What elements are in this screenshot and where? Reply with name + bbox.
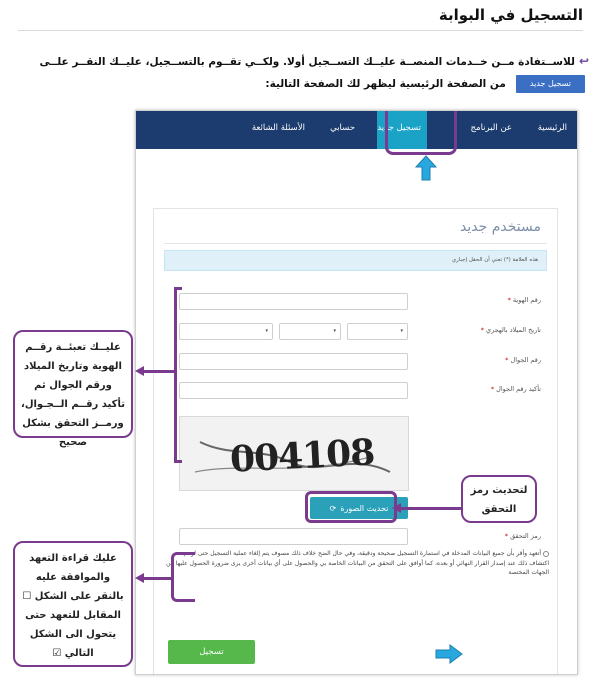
id-number-input[interactable] <box>179 293 408 310</box>
callout-1-connector <box>143 370 175 373</box>
agreement-bracket <box>171 552 195 602</box>
form-title: مستخدم جديد <box>460 219 541 235</box>
callout-refresh-code: لتحديث رمز التحقق <box>461 475 537 523</box>
nav-item-faq[interactable]: الأسئلة الشائعة <box>251 123 305 133</box>
mobile-input[interactable] <box>179 353 408 370</box>
callout-3-connector <box>143 577 171 580</box>
captcha-text: 004108 <box>228 431 376 481</box>
heading-divider <box>18 30 583 31</box>
nav-item-account[interactable]: حسابي <box>330 123 355 133</box>
nav-item-register[interactable]: تسجيل جديد <box>377 123 421 133</box>
up-arrow-icon <box>415 155 437 181</box>
refresh-label: تحديث الصورة <box>340 503 389 513</box>
birth-day-select[interactable]: ▾ <box>347 323 408 340</box>
new-user-card <box>153 208 558 675</box>
birth-year-select[interactable]: ▾ <box>179 323 273 340</box>
bracket-bottom <box>174 460 182 463</box>
bullet-arrow-icon: ↩ <box>578 54 589 68</box>
refresh-button-highlight <box>305 491 397 523</box>
intro-text-1: للاســتفادة مــن خــدمات المنصــة عليــك التســجيل أولا. ولكــي تقــوم بالتســجيل، عليــك النقــر علــى <box>39 56 575 68</box>
page-heading: التسجيل في البوابة <box>438 6 583 24</box>
callout-fill-fields: عليــك تعبئــة رقــم الهوية وتاريخ الميلاد ورقم الجوال ثم تأكيد رقــم الــجـوال، ورمــز التحقق بشكل صحيح <box>13 330 133 438</box>
submit-register-button[interactable]: تسجيل <box>168 640 255 664</box>
intro-paragraph <box>17 50 589 95</box>
bracket-line <box>174 287 177 462</box>
portal-navbar <box>136 111 577 149</box>
card-divider <box>164 243 547 244</box>
captcha-code-label: رمز التحقق * <box>504 532 541 540</box>
captcha-image <box>179 416 409 491</box>
id-number-label: رقم الهوية * <box>507 296 541 304</box>
callout-2-connector <box>400 507 461 510</box>
portal-screenshot <box>135 110 578 675</box>
mobile-label: رقم الجوال * <box>505 356 541 364</box>
birth-month-select[interactable]: ▾ <box>279 323 341 340</box>
callout-3-arrowhead <box>135 573 144 583</box>
confirm-mobile-label: تأكيد رقم الجوال * <box>490 385 541 393</box>
bracket-top <box>174 287 182 290</box>
register-tab-highlight <box>385 111 457 155</box>
nav-item-home[interactable]: الرئيسية <box>537 123 567 133</box>
agreement-text: أتعهد وأقر بأن جميع البيانات المدخلة في استمارة التسجيل صحيحة ودقيقة، وفي حال الضح خلاف ذلك مسوف يتم إلغاء عملية التسجيل حتى لو تم اكتشاف ذلك عند إصدار القرار النهائي أو بعده، كما أوافق على التحقق من البيانات الخاصة بي والحصول على أي بيانات أخرى يرى ضرورة الحصول عليها من الجهات المختصة <box>166 550 549 576</box>
captcha-code-input[interactable] <box>179 528 408 545</box>
intro-text-2: من الصفحة الرئيسية ليظهر لك الصفحة التالية: <box>265 78 506 90</box>
agreement-checkbox[interactable] <box>543 551 549 557</box>
nav-item-about[interactable]: عن البرنامج <box>470 123 512 133</box>
confirm-mobile-input[interactable] <box>179 382 408 399</box>
callout-1-arrowhead <box>135 366 144 376</box>
right-arrow-icon <box>435 644 463 664</box>
callout-agreement: عليك قراءة التعهد والموافقة عليه بالنقر على الشكل ☐ المقابل للتعهد حتى يتحول الى الشكل التالي ☑ <box>13 541 133 667</box>
refresh-icon: ⟳ <box>329 503 337 513</box>
birth-date-label: تاريخ الميلاد بالهجري * <box>480 326 541 334</box>
inline-register-button: تسجيل جديد <box>516 75 585 93</box>
required-notice: هذه العلامة (*) تعني أن الحقل إجباري <box>164 250 547 271</box>
